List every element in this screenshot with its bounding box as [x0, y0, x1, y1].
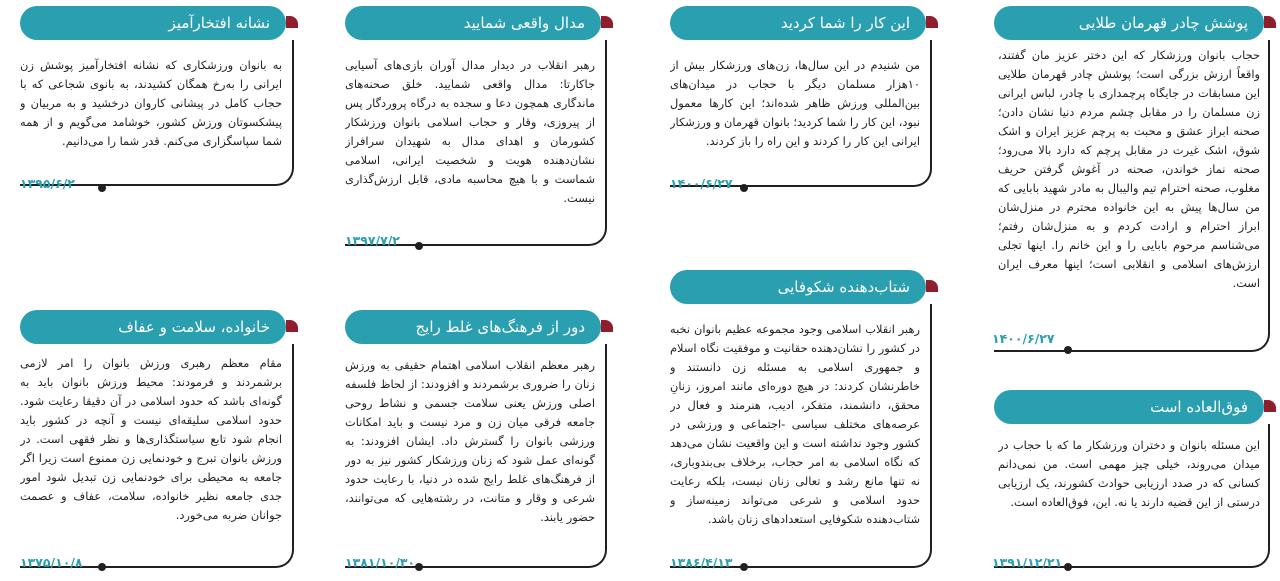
frame-end-dot: [1064, 346, 1072, 354]
ribbon-marker: [926, 16, 938, 28]
quote-card-real-medal: [345, 6, 615, 251]
card-title: شتاب‌دهنده شکوفایی: [670, 270, 926, 304]
card-date: ۱۳۹۷/۷/۲: [345, 233, 400, 248]
card-date: ۱۳۹۱/۱۲/۲۱: [992, 555, 1063, 570]
card-text: به بانوان ورزشکاری که نشانه افتخارآمیز پوشش زن ایرانی را به‌رخ همگان کشیدند، به بانوی شجاعی که با حجاب کامل در پیشانی کاروان درخشید و به مربیان و پیشکسوتان ورزش کشور، خوشامد می‌گویم و از همه شما سپاسگزاری می‌کنم. قدر شما را می‌دانیم.: [20, 58, 282, 148]
ribbon-marker: [1264, 400, 1276, 412]
card-date: ۱۳۹۵/۶/۲: [20, 176, 75, 191]
card-title: مدال واقعی شمایید: [345, 6, 601, 40]
quote-card-you-did-it: [670, 6, 940, 191]
card-title: دور از فرهنگ‌های غلط رایج: [345, 310, 601, 344]
card-title: پوشش چادر قهرمان طلایی: [994, 6, 1264, 40]
frame-end-dot: [98, 563, 106, 571]
card-date: ۱۴۰۰/۶/۲۷: [670, 176, 733, 191]
ribbon-marker: [926, 280, 938, 292]
quote-card-proud-sign: [20, 6, 302, 191]
ribbon-marker: [601, 320, 613, 332]
quote-card-away-from-wrong-cultures: [345, 310, 615, 575]
quote-card-golden-champion: [994, 6, 1274, 356]
card-date: ۱۳۸۶/۴/۱۳: [670, 555, 733, 570]
card-title: این کار را شما کردید: [670, 6, 926, 40]
card-date: ۱۳۸۱/۱۰/۳۰: [345, 555, 416, 570]
card-text: رهبر انقلاب در دیدار مدال آوران بازی‌های آسیایی جاکارتا: مدال واقعی شمایید. خلق صحنه‌های ماندگاری همچون دعا و سجده به درگاه پروردگار پس از پیروزی، وقار و حجاب اسلامی بانوان ورزشکار کشورمان و اهدای مدال به شهیدان سرافراز نشان‌دهنده هویت و شخصیت ایرانی، اسلامی شماست و با هیچ محاسبه مادی، قابل ارزش‌گذاری نیست.: [345, 58, 595, 205]
frame-end-dot: [415, 563, 423, 571]
frame-end-dot: [98, 184, 106, 192]
ribbon-marker: [1264, 16, 1276, 28]
card-title: فوق‌العاده است: [994, 390, 1264, 424]
frame-end-dot: [740, 563, 748, 571]
card-text: رهبر انقلاب اسلامی وجود مجموعه عظیم بانوان نخبه در کشور را نشان‌دهنده حقانیت و موفقیت نگاه اسلام و جمهوری اسلامی به مسئله زن دانستند و خاطرنشان کردند: در هیچ دوره‌ای مانند امروز، زنانِ محقق، دانشمند، متفکر، ادیب، هنرمند و فعال در عرصه‌های مختلف سیاسی -اجتماعی و ورزشی در کشور وجود نداشته است و این واقعیت نشان می‌دهد که نگاه اسلامی به امر حجاب، برخلاف بی‌بندوباری، نه تنها مانع رشد و تعالی زنان نیست، بلکه رعایت حدود اسلامی و شرعی می‌تواند زمینه‌ساز و شتاب‌دهنده شکوفایی استعدادهای زنان باشد.: [670, 322, 920, 526]
card-text: من شنیدم در این سال‌ها، زن‌های ورزشکار بیش از ۱۰هزار مسلمان دیگر با حجاب در میدان‌های بین‌المللی ورزش ظاهر شده‌اند؛ این کارها معمول نبود، این کار را شما کردید؛ بانوان قهرمان و ورزشکار ایرانی این کار را کردند و این راه را باز کردند.: [670, 58, 920, 148]
card-text: مقام معظم رهبری ورزش بانوان را امر لازمی برشمردند و فرمودند: محیط ورزش بانوان باید به گونه‌ای باشد که حدود اسلامی در آن دقیقا رعایت شود. حدود اسلامی سلیقه‌ای نیست و آنچه در کشور باید انجام شود تابع سیاستگذاری‌ها و نظر فقهی است. در ورزش بانوان تبرج و خودنمایی زن ممنوع است زیرا اگر جامعه به محیطی برای خودنمایی زن تبدیل شود امور جدی جامعه نظیر خانواده، سلامت، عفاف و عصمت جوانان ضربه می‌خورد.: [20, 356, 282, 522]
quote-card-family-health-chastity: [20, 310, 302, 575]
card-title: خانواده، سلامت و عفاف: [20, 310, 286, 344]
card-text: حجاب بانوان ورزشکار که این دختر عزیز مان گفتند، واقعاً ارزش بزرگی است؛ پوشش چادر قهرمان طلایی این مسابقات در جایگاه پرچمداری با چادر، لباس ایرانی زن مسلمان را در مقابل چشم مردم دنیا نشان دادن؛ صحنه ابراز عشق و محبت به پرچم عزیز ایران و اشک شوق، اشک غیرت در مقابل پرچم که دارد بالا می‌رود؛ صحنه نماز خواندن، صحنه در آغوش گرفتن حریف مغلوب، صحنه احترام تیم والیبال به مادر شهید بابایی که من سال‌ها پیش به این خانواده محترم در منزل‌شان ابراز احترام و ارادت کردم و به منزل‌شان رفتم؛ می‌شناسم مرحوم بابایی را و این خانم را. اینها تجلی ارزش‌های اسلامی و انقلابی است؛ اینها معرف ایران است.: [998, 48, 1260, 290]
ribbon-marker: [286, 16, 298, 28]
frame-end-dot: [740, 184, 748, 192]
card-date: ۱۳۷۵/۱۰/۸: [20, 555, 83, 570]
frame-end-dot: [1064, 563, 1072, 571]
card-text: رهبر معظم انقلاب اسلامی اهتمام حقیقی به ورزش زنان را ضروری برشمردند و افزودند: از لحاظ فلسفه اصلی ورزش یعنی سلامت جسمی و نشاط روحی جامعه فرقی میان زن و مرد نیست و باید امکانات ورزشی بانوان را گسترش داد. ایشان افزودند: به گونه‌ای عمل شود که زنان ورزشکار کشور نیز به دور از فرهنگ‌های غلط رایج شده در دنیا، با رعایت حدود شرعی و وقار و متانت، در رشته‌هایی که می‌توانند، حضور یابند.: [345, 358, 595, 524]
quote-card-extraordinary: [994, 390, 1274, 575]
quote-card-flourishing-accelerator: [670, 270, 940, 575]
ribbon-marker: [601, 16, 613, 28]
card-date: ۱۴۰۰/۶/۲۷: [992, 331, 1055, 346]
ribbon-marker: [286, 320, 298, 332]
frame-end-dot: [415, 242, 423, 250]
card-text: این مسئله بانوان و دختران ورزشکار ما که با حجاب در میدان می‌روند، خیلی چیز مهمی است. من نمی‌دانم کسانی که در صدد ارزیابی حوادث کشورند، یک ارزیابی درستی از این قضیه دارند یا نه. این، فوق‌العاده است.: [998, 438, 1260, 509]
card-title: نشانه افتخارآمیز: [20, 6, 286, 40]
